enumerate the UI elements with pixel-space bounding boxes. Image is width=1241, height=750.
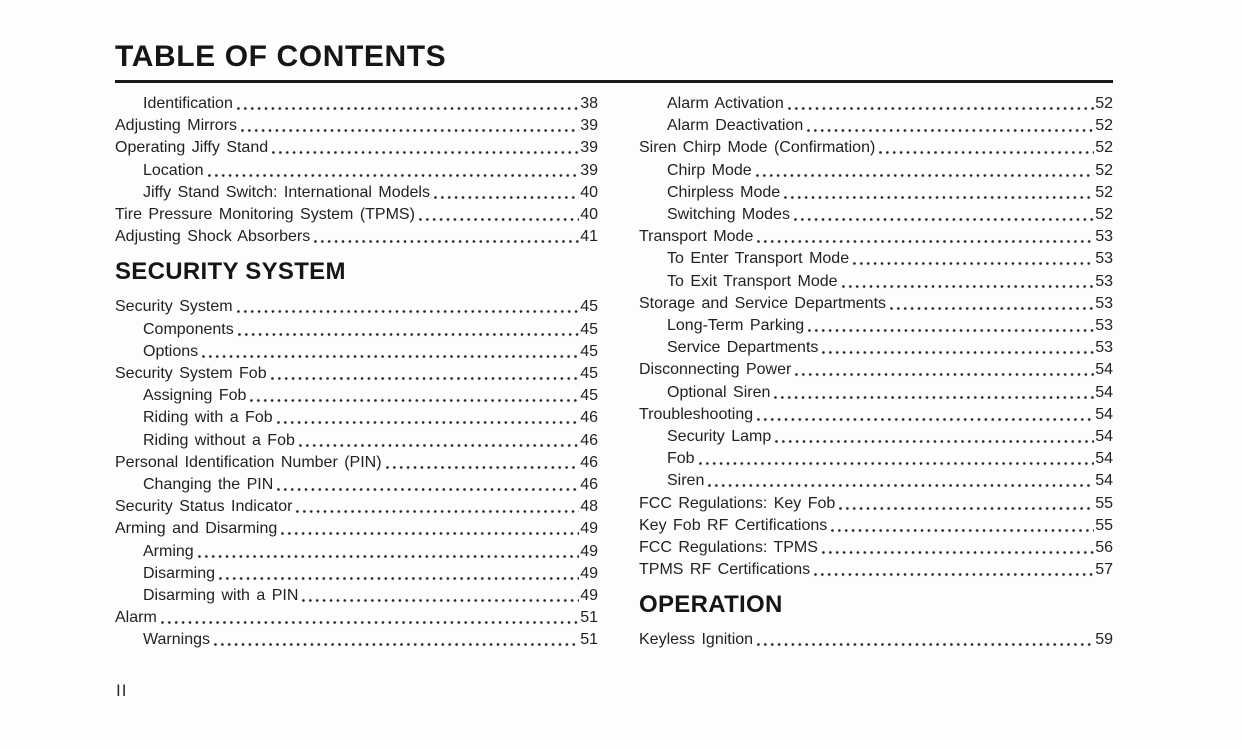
entry-label: To Enter Transport Mode [667, 250, 850, 268]
entry-page-number: 54 [1095, 361, 1113, 379]
entry-label: Siren [667, 472, 705, 490]
section-heading: SECURITY SYSTEM [115, 258, 346, 286]
entry-label: Transport Mode [639, 228, 754, 246]
entry-page-number: 52 [1095, 95, 1113, 112]
entry-label: Components [143, 320, 234, 338]
dot-leader [887, 293, 1094, 315]
entry-page-number: 49 [580, 564, 598, 582]
toc-entry [639, 248, 1113, 270]
toc-entry [115, 160, 598, 182]
dot-leader [278, 518, 579, 540]
dot-leader [416, 204, 579, 226]
toc-entry [639, 226, 1113, 248]
entry-label: Long-Term Parking [667, 317, 805, 335]
toc-entry [115, 607, 598, 629]
entry-page-number: 45 [580, 298, 598, 316]
entry-page-number: 51 [580, 631, 598, 649]
toc-entry [115, 563, 598, 585]
entry-page-number: 39 [580, 117, 598, 135]
entry-page-number: 49 [580, 520, 598, 538]
entry-page-number: 48 [580, 498, 598, 516]
dot-leader [274, 407, 580, 429]
toc-entry [639, 470, 1113, 492]
toc-entry [115, 385, 598, 407]
entry-label: Adjusting Mirrors [115, 117, 238, 135]
toc-entry [115, 204, 598, 226]
entry-page-number: 57 [1095, 561, 1113, 579]
entry-label: Disarming with a PIN [143, 587, 299, 605]
entry-label: Disarming [143, 564, 216, 582]
entry-label: Arming and Disarming [115, 520, 278, 538]
toc-content [115, 40, 1113, 652]
entry-page-number: 53 [1095, 339, 1113, 357]
entry-page-number: 56 [1095, 539, 1113, 557]
toc-entry [639, 629, 1113, 651]
entry-label: Location [143, 161, 204, 179]
dot-leader [195, 541, 580, 563]
entry-label: Arming [143, 542, 194, 560]
entry-page-number: 52 [1095, 139, 1113, 157]
entry-label: Chirpless Mode [667, 183, 781, 201]
dot-leader [819, 337, 1094, 359]
dot-leader [781, 182, 1094, 204]
dot-leader [268, 363, 580, 385]
toc-entry [639, 293, 1113, 315]
toc-entry [115, 115, 598, 137]
toc-entry [115, 496, 598, 518]
toc-entry [639, 404, 1113, 426]
toc-entry [115, 137, 598, 159]
dot-leader [805, 315, 1094, 337]
toc-entry [639, 182, 1113, 204]
entry-label: Security System [115, 298, 233, 316]
entry-page-number: 55 [1095, 516, 1113, 534]
toc-entry [115, 93, 598, 115]
dot-leader [299, 585, 579, 607]
toc-entry [115, 341, 598, 363]
toc-entry [639, 315, 1113, 337]
toc-entry [115, 319, 598, 341]
dot-leader [876, 137, 1094, 159]
dot-leader [753, 160, 1095, 182]
toc-column-right [639, 93, 1113, 652]
page-title: TABLE OF CONTENTS [115, 40, 447, 73]
entry-page-number: 39 [580, 139, 598, 157]
dot-leader [836, 493, 1094, 515]
dot-leader [216, 563, 579, 585]
toc-entry [115, 407, 598, 429]
entry-page-number: 53 [1095, 250, 1113, 268]
entry-label: Jiffy Stand Switch: International Models [143, 183, 430, 201]
dot-leader [431, 182, 579, 204]
dot-leader [772, 426, 1094, 448]
toc-entry [115, 296, 598, 318]
dot-leader [205, 160, 580, 182]
entry-label: Riding without a Fob [143, 431, 295, 449]
entry-page-number: 52 [1095, 161, 1113, 179]
entry-page-number: 52 [1095, 206, 1113, 224]
entry-label: Riding with a Fob [143, 409, 273, 427]
toc-entry [115, 541, 598, 563]
dot-leader [819, 537, 1094, 559]
entry-page-number: 39 [580, 161, 598, 179]
dot-leader [791, 204, 1094, 226]
entry-label: Keyless Ignition [639, 631, 754, 649]
toc-entry [115, 182, 598, 204]
entry-page-number: 46 [580, 409, 598, 427]
entry-page-number: 41 [580, 228, 598, 246]
entry-page-number: 45 [580, 387, 598, 405]
entry-page-number: 55 [1095, 494, 1113, 512]
entry-label: To Exit Transport Mode [667, 272, 838, 290]
toc-column-left [115, 93, 598, 652]
entry-page-number: 53 [1095, 317, 1113, 335]
toc-entry [639, 515, 1113, 537]
entry-label: Adjusting Shock Absorbers [115, 228, 311, 246]
dot-leader [811, 559, 1094, 581]
entry-page-number: 46 [580, 453, 598, 471]
toc-entry [115, 226, 598, 248]
dot-leader [754, 226, 1094, 248]
toc-entry [639, 93, 1113, 115]
toc-columns [115, 93, 1113, 652]
entry-label: Tire Pressure Monitoring System (TPMS) [115, 206, 415, 224]
toc-entry [639, 359, 1113, 381]
dot-leader [235, 319, 579, 341]
entry-label: Service Departments [667, 339, 819, 357]
entry-label: TPMS RF Certifications [639, 561, 811, 579]
toc-entry [639, 537, 1113, 559]
entry-label: Siren Chirp Mode (Confirmation) [639, 139, 876, 157]
entry-label: Security Status Indicator [115, 498, 293, 516]
toc-entry [639, 271, 1113, 293]
dot-leader [269, 137, 579, 159]
entry-label: Personal Identification Number (PIN) [115, 453, 382, 471]
toc-entry [115, 363, 598, 385]
dot-leader [234, 93, 579, 115]
entry-label: Options [143, 342, 199, 360]
section-heading: OPERATION [639, 591, 783, 619]
dot-leader [274, 474, 579, 496]
entry-label: Assigning Fob [143, 387, 247, 405]
dot-leader [828, 515, 1094, 537]
dot-leader [785, 93, 1094, 115]
toc-entry [639, 337, 1113, 359]
dot-leader [199, 341, 579, 363]
dot-leader [247, 385, 579, 407]
dot-leader [211, 629, 579, 651]
toc-entry [115, 629, 598, 651]
toc-entry [115, 474, 598, 496]
entry-label: Alarm Activation [667, 95, 784, 112]
dot-leader [383, 452, 580, 474]
entry-page-number: 40 [580, 206, 598, 224]
entry-label: Chirp Mode [667, 161, 752, 179]
toc-entry [115, 518, 598, 540]
entry-page-number: 54 [1095, 472, 1113, 490]
toc-entry [639, 448, 1113, 470]
dot-leader [754, 404, 1094, 426]
entry-label: Identification [143, 95, 233, 112]
entry-label: FCC Regulations: TPMS [639, 539, 818, 557]
dot-leader [296, 430, 579, 452]
entry-label: Warnings [143, 631, 210, 649]
toc-entry [639, 559, 1113, 581]
entry-page-number: 45 [580, 320, 598, 338]
entry-label: Storage and Service Departments [639, 294, 887, 312]
entry-page-number: 54 [1095, 450, 1113, 468]
entry-page-number: 52 [1095, 117, 1113, 135]
toc-entry [115, 585, 598, 607]
toc-entry [639, 426, 1113, 448]
dot-leader [311, 226, 579, 248]
toc-entry [639, 160, 1113, 182]
toc-entry [639, 493, 1113, 515]
entry-page-number: 46 [580, 431, 598, 449]
entry-label: Disconnecting Power [639, 361, 792, 379]
entry-page-number: 53 [1095, 294, 1113, 312]
entry-page-number: 38 [580, 95, 598, 112]
toc-entry [639, 204, 1113, 226]
dot-leader [850, 248, 1094, 270]
entry-label: Fob [667, 450, 695, 468]
toc-entry [639, 137, 1113, 159]
entry-page-number: 59 [1095, 631, 1113, 649]
entry-label: Security Lamp [667, 428, 772, 446]
dot-leader [792, 359, 1094, 381]
dot-leader [771, 382, 1094, 404]
toc-entry [115, 430, 598, 452]
entry-page-number: 54 [1095, 405, 1113, 423]
toc-entry [115, 452, 598, 474]
dot-leader [234, 296, 580, 318]
entry-label: Troubleshooting [639, 405, 754, 423]
dot-leader [158, 607, 579, 629]
entry-page-number: 45 [580, 365, 598, 383]
dot-leader [293, 496, 579, 518]
entry-label: Key Fob RF Certifications [639, 516, 828, 534]
entry-page-number: 53 [1095, 228, 1113, 246]
entry-label: Operating Jiffy Stand [115, 139, 269, 157]
entry-label: Security System Fob [115, 365, 267, 383]
title-rule [115, 80, 1113, 83]
entry-page-number: 54 [1095, 428, 1113, 446]
dot-leader [804, 115, 1094, 137]
entry-page-number: 49 [580, 587, 598, 605]
entry-page-number: 54 [1095, 383, 1113, 401]
entry-label: Optional Siren [667, 383, 771, 401]
entry-label: FCC Regulations: Key Fob [639, 494, 836, 512]
toc-entry [639, 382, 1113, 404]
entry-page-number: 45 [580, 342, 598, 360]
dot-leader [839, 271, 1095, 293]
page-number-footer: II [116, 681, 128, 700]
entry-label: Changing the PIN [143, 476, 274, 494]
entry-label: Alarm Deactivation [667, 117, 804, 135]
entry-page-number: 49 [580, 542, 598, 560]
dot-leader [705, 470, 1094, 492]
dot-leader [754, 629, 1094, 651]
dot-leader [696, 448, 1095, 470]
entry-page-number: 52 [1095, 183, 1113, 201]
entry-page-number: 53 [1095, 272, 1113, 290]
toc-entry [639, 115, 1113, 137]
entry-label: Alarm [115, 609, 157, 627]
entry-page-number: 51 [580, 609, 598, 627]
entry-page-number: 40 [580, 183, 598, 201]
entry-label: Switching Modes [667, 206, 790, 224]
dot-leader [238, 115, 579, 137]
entry-page-number: 46 [580, 476, 598, 494]
